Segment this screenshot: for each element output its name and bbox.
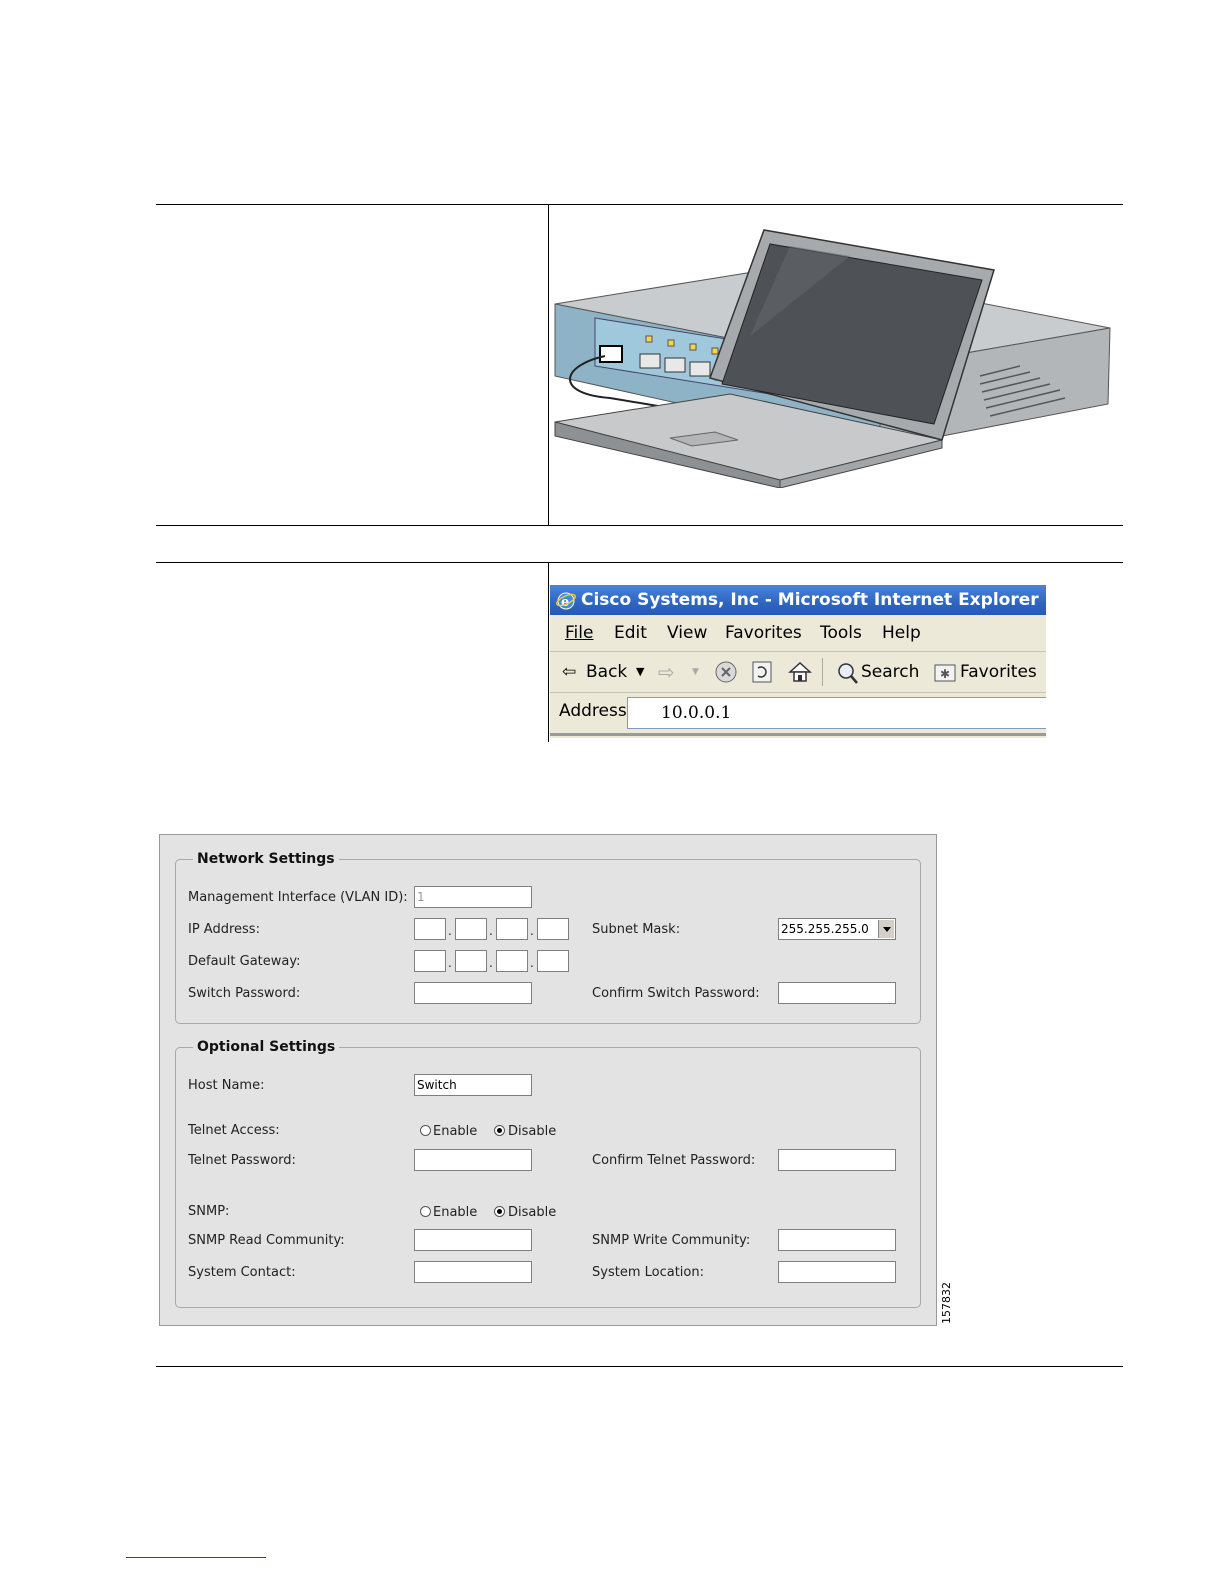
system-location-label: System Location: [592, 1265, 704, 1280]
table-column-divider-2 [548, 563, 549, 742]
telnet-enable-radio[interactable] [420, 1125, 431, 1136]
gateway-separator: . [489, 956, 493, 970]
address-value: 10.0.0.1 [661, 703, 732, 723]
chevron-down-icon[interactable] [878, 920, 894, 938]
forward-arrow-icon[interactable]: ⇨ [658, 660, 675, 684]
menu-tools[interactable]: Tools [820, 623, 862, 643]
gateway-separator: . [448, 956, 452, 970]
favorites-button-label: Favorites [960, 662, 1037, 682]
telnet-disable-label[interactable]: Disable [508, 1124, 557, 1139]
gateway-octet-2-input[interactable] [455, 950, 487, 972]
snmp-read-community-label: SNMP Read Community: [188, 1233, 345, 1248]
confirm-telnet-password-input[interactable] [778, 1149, 896, 1171]
snmp-write-community-input[interactable] [778, 1229, 896, 1251]
gateway-octet-4-input[interactable] [537, 950, 569, 972]
ip-separator: . [489, 924, 493, 938]
mgmt-interface-input[interactable]: 1 [414, 886, 532, 908]
footer-link-underline[interactable] [126, 1557, 266, 1558]
back-dropdown-icon[interactable]: ▼ [636, 665, 645, 678]
confirm-switch-password-input[interactable] [778, 982, 896, 1004]
subnet-mask-select[interactable] [778, 918, 896, 940]
table-bottom-rule [156, 1366, 1123, 1367]
table-top-rule [156, 204, 1123, 205]
switch-console-port [600, 346, 622, 362]
stop-icon[interactable] [714, 660, 738, 684]
ip-separator: . [448, 924, 452, 938]
ip-address-label: IP Address: [188, 922, 260, 937]
subnet-mask-label: Subnet Mask: [592, 922, 681, 937]
snmp-write-community-label: SNMP Write Community: [592, 1233, 751, 1248]
address-bar-bottom-edge [550, 733, 1046, 736]
gateway-octet-1-input[interactable] [414, 950, 446, 972]
browser-title: Cisco Systems, Inc - Microsoft Internet Explorer [581, 590, 1039, 610]
forward-dropdown-icon[interactable]: ▼ [692, 667, 699, 677]
menu-view[interactable]: View [667, 623, 708, 643]
menu-favorites[interactable]: Favorites [725, 623, 802, 643]
search-button-label: Search [861, 662, 920, 682]
snmp-disable-radio[interactable] [494, 1206, 505, 1217]
host-name-label: Host Name: [188, 1078, 265, 1093]
figure-id: 157832 [940, 1282, 953, 1324]
browser-window-snippet [550, 585, 1046, 738]
browser-toolbar [550, 652, 1046, 693]
ip-octet-4-input[interactable] [537, 918, 569, 940]
favorites-button[interactable] [933, 652, 1043, 692]
confirm-switch-password-label: Confirm Switch Password: [592, 986, 760, 1001]
confirm-telnet-password-label: Confirm Telnet Password: [592, 1153, 756, 1168]
snmp-enable-radio[interactable] [420, 1206, 431, 1217]
snmp-label: SNMP: [188, 1204, 230, 1219]
network-settings-title: Network Settings [193, 851, 339, 867]
toolbar-separator [822, 658, 823, 686]
table-row-rule-2 [156, 562, 1123, 563]
telnet-enable-label[interactable]: Enable [433, 1124, 478, 1139]
search-button[interactable] [835, 652, 920, 692]
telnet-password-input[interactable] [414, 1149, 532, 1171]
ip-separator: . [530, 924, 534, 938]
gateway-separator: . [530, 956, 534, 970]
ip-octet-1-input[interactable] [414, 918, 446, 940]
back-button-label: Back [586, 662, 628, 682]
home-icon[interactable] [788, 660, 812, 684]
menu-edit[interactable]: Edit [614, 623, 647, 643]
mgmt-interface-label: Management Interface (VLAN ID): [188, 890, 408, 905]
system-location-input[interactable] [778, 1261, 896, 1283]
system-contact-label: System Contact: [188, 1265, 296, 1280]
back-button[interactable] [562, 652, 650, 692]
ip-octet-3-input[interactable] [496, 918, 528, 940]
optional-settings-title: Optional Settings [193, 1039, 339, 1055]
switch-password-input[interactable] [414, 982, 532, 1004]
system-contact-input[interactable] [414, 1261, 532, 1283]
table-row-rule-1 [156, 525, 1123, 526]
laptop-switch-illustration [550, 226, 1115, 488]
switch-password-label: Switch Password: [188, 986, 301, 1001]
default-gateway-label: Default Gateway: [188, 954, 301, 969]
gateway-octet-3-input[interactable] [496, 950, 528, 972]
menu-file[interactable]: File [565, 623, 594, 643]
telnet-access-label: Telnet Access: [188, 1123, 280, 1138]
snmp-enable-label[interactable]: Enable [433, 1205, 478, 1220]
svg-text:e: e [561, 595, 570, 610]
address-bar [550, 693, 1046, 731]
address-label: Address [559, 701, 627, 721]
back-arrow-icon: ⇦ [562, 662, 577, 682]
snmp-disable-label[interactable]: Disable [508, 1205, 557, 1220]
menu-help[interactable]: Help [882, 623, 921, 643]
search-icon [835, 661, 859, 685]
snmp-read-community-input[interactable] [414, 1229, 532, 1251]
host-name-input[interactable]: Switch [414, 1074, 532, 1096]
ip-octet-2-input[interactable] [455, 918, 487, 940]
internet-explorer-icon [555, 589, 577, 611]
table-column-divider-1 [548, 205, 549, 525]
browser-menu-bar [550, 615, 1046, 652]
svg-text:✱: ✱ [940, 667, 951, 681]
telnet-password-label: Telnet Password: [188, 1153, 296, 1168]
express-setup-panel [159, 834, 937, 1326]
browser-title-bar [550, 585, 1046, 615]
refresh-icon[interactable] [751, 660, 773, 684]
subnet-mask-value: 255.255.255.0 [781, 922, 869, 936]
address-input[interactable] [627, 697, 1046, 729]
telnet-disable-radio[interactable] [494, 1125, 505, 1136]
favorites-icon [933, 662, 957, 684]
